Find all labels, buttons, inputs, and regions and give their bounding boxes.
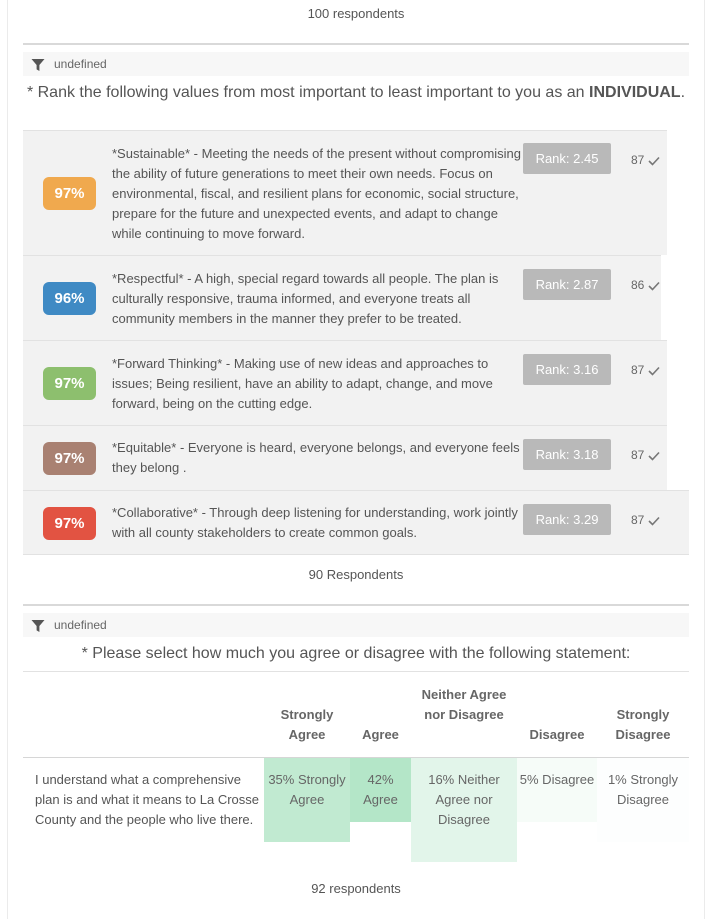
cell-agree: 42% Agree — [350, 758, 411, 822]
rank-item-equitable — [23, 425, 667, 490]
top-respondents-count: 100 respondents — [307, 6, 405, 21]
table-top-rule — [23, 671, 689, 672]
value-description: *Forward Thinking* - Making use of new ideas and approaches to issues; Being resilient, have an ability to adapt, change, and move forward, being on the cutting edge. — [112, 356, 493, 411]
rank-badge: Rank: 2.87 — [523, 269, 611, 300]
check-icon — [648, 366, 660, 376]
response-count: 87 — [631, 153, 645, 167]
percent-badge: 97% — [43, 367, 96, 400]
percent-badge: 97% — [43, 442, 96, 475]
question-emphasis: INDIVIDUAL — [589, 84, 681, 101]
question-suffix: . — [680, 84, 686, 101]
filter-label: undefined — [54, 57, 107, 71]
col-strongly-agree: Strongly Agree — [280, 707, 334, 742]
filter-bar[interactable] — [23, 613, 689, 637]
section-divider — [23, 43, 689, 45]
col-neither: Neither Agree nor Disagree — [421, 687, 507, 722]
filter-icon[interactable] — [31, 619, 45, 633]
percent-badge: 97% — [43, 177, 96, 210]
question-text: * Rank the following values from most important to least important to you as an — [26, 84, 585, 101]
ranking-list — [23, 130, 689, 555]
col-disagree: Disagree — [529, 727, 585, 742]
cell-strongly-agree: 35% Strongly Agree — [264, 758, 350, 842]
filter-icon[interactable] — [31, 58, 45, 72]
likert-table — [23, 671, 689, 861]
likert-statement: I understand what a comprehensive plan is and what it means to La Crosse County and the people who live there. — [35, 772, 260, 827]
rank-badge: Rank: 3.16 — [523, 354, 611, 385]
likert-question-title: * Please select how much you agree or disagree with the following statement: — [81, 645, 631, 662]
cell-neither: 16% Neither Agree nor Disagree — [411, 758, 517, 862]
filter-label: undefined — [54, 618, 107, 632]
response-count: 87 — [631, 363, 645, 377]
check-icon — [648, 156, 660, 166]
page-frame-right — [704, 0, 705, 919]
response-count: 86 — [631, 278, 645, 292]
section-divider — [23, 604, 689, 606]
likert-respondents-count: 92 respondents — [311, 881, 401, 896]
rank-badge: Rank: 3.29 — [523, 504, 611, 535]
filter-bar[interactable] — [23, 52, 689, 76]
value-description: *Equitable* - Everyone is heard, everyone belongs, and everyone feels they belong . — [112, 440, 520, 475]
check-icon — [648, 516, 660, 526]
check-icon — [648, 451, 660, 461]
value-description: *Sustainable* - Meeting the needs of the present without compromising the ability of future generations to meet their own needs. Focus on environmental, fiscal, and resilient plans for economic, social structure, prepare for the future and unexpected events, and adapt to change while continuing to move forward. — [112, 146, 522, 241]
value-description: *Collaborative* - Through deep listening for understanding, work jointly with all county stakeholders to create common goals. — [112, 505, 518, 540]
response-count: 87 — [631, 448, 645, 462]
rank-badge: Rank: 2.45 — [523, 143, 611, 174]
ranking-question-title — [23, 83, 689, 103]
percent-badge: 97% — [43, 507, 96, 540]
page-frame-left — [7, 0, 8, 919]
col-agree: Agree — [362, 727, 399, 742]
rank-item-respectful — [23, 255, 661, 340]
response-count: 87 — [631, 513, 645, 527]
value-description: *Respectful* - A high, special regard towards all people. The plan is culturally responsive, trauma informed, and everyone treats all community members in the manner they prefer to be treated. — [112, 271, 499, 326]
rank-item-forward-thinking — [23, 340, 667, 425]
cell-disagree: 5% Disagree — [517, 758, 597, 822]
percent-badge: 96% — [43, 282, 96, 315]
rank-item-sustainable — [23, 130, 667, 255]
check-icon — [648, 281, 660, 291]
col-strongly-disagree: Strongly Disagree — [615, 707, 671, 742]
rank-badge: Rank: 3.18 — [523, 439, 611, 470]
ranking-respondents-count: 90 Respondents — [308, 567, 404, 582]
cell-strongly-disagree: 1% Strongly Disagree — [597, 758, 689, 842]
rank-item-collaborative — [23, 490, 689, 555]
